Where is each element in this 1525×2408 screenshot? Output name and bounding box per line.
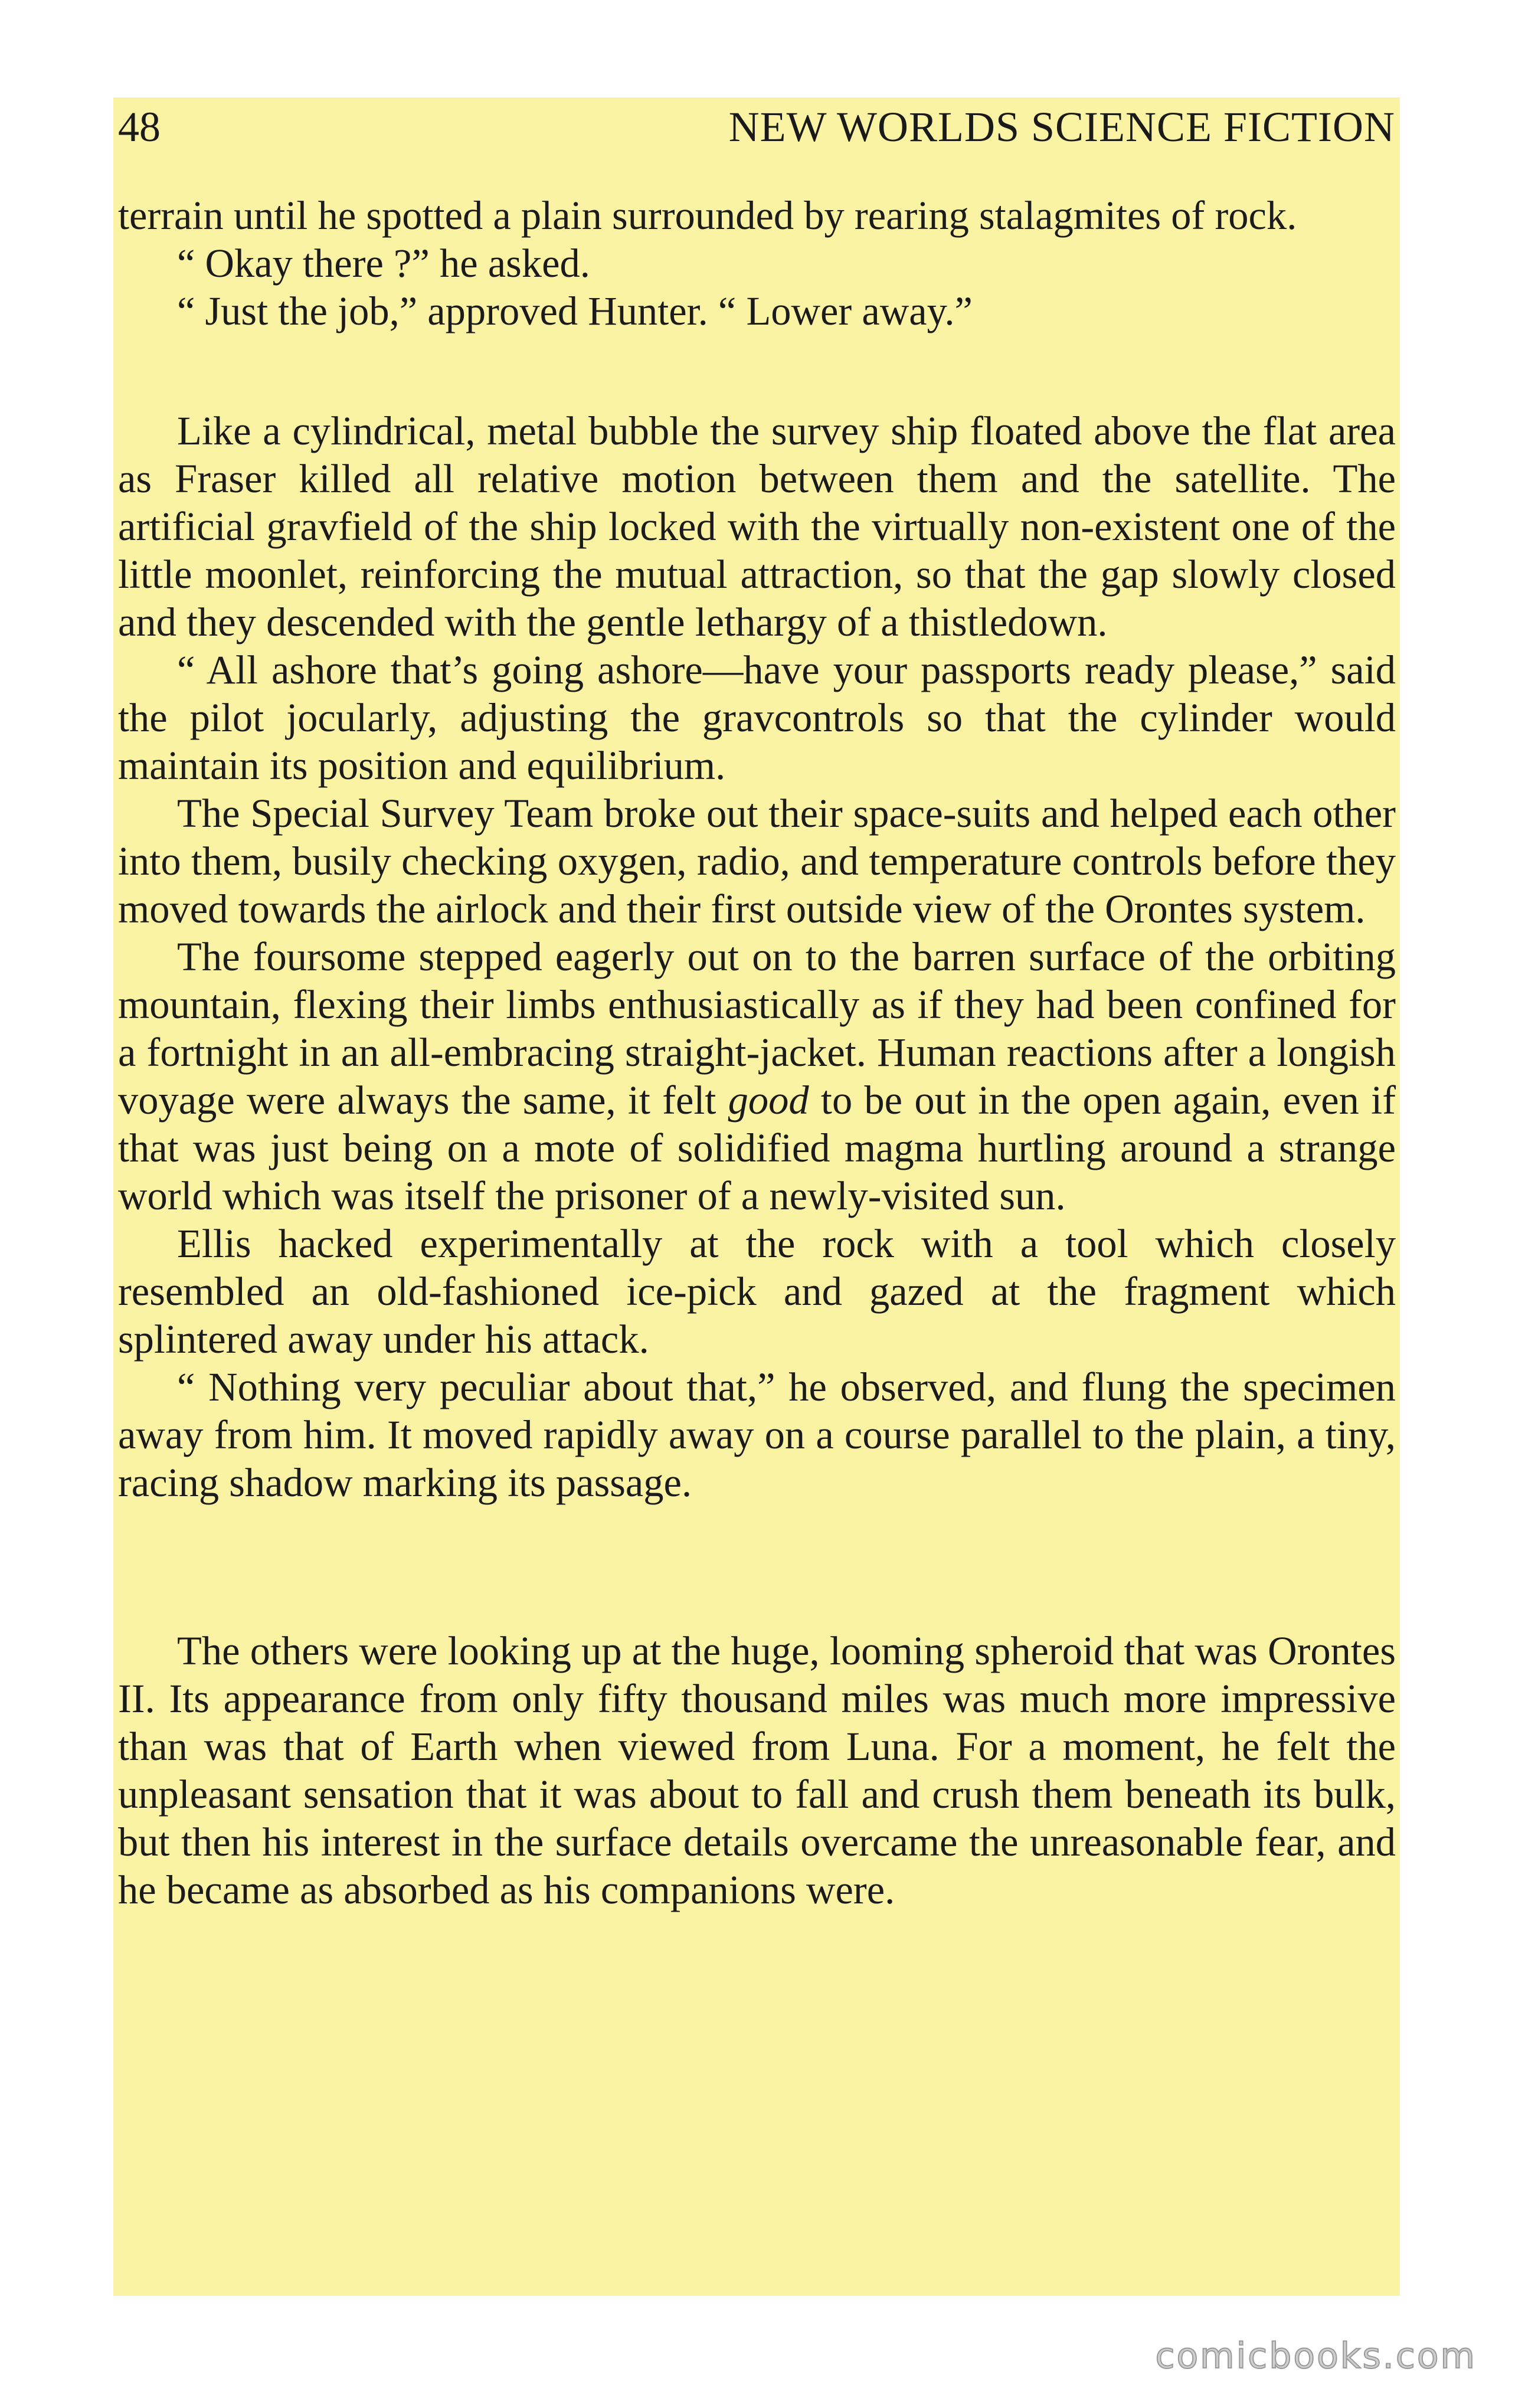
running-header	[113, 97, 1400, 156]
running-head-title: NEW WORLDS SCIENCE FICTION	[728, 103, 1395, 150]
paragraph	[118, 192, 1396, 240]
page-number: 48	[118, 103, 161, 150]
paragraph-text: “ Okay there ?” he asked.	[177, 241, 590, 286]
paragraph	[118, 240, 1396, 287]
paragraph-text: The others were looking up at the huge, looming spheroid that was Orontes II. Its appearance from only fifty thousand miles was much more impressive than was that of Earth when viewed from Luna. For a moment, he felt the unpleasant sensation that it was about to fall and crush them beneath its bulk, but then his interest in the surface details overcame the unreasonable fear, and he became as absorbed as his companions were.	[118, 1628, 1396, 1912]
italic-text: good	[728, 1078, 809, 1123]
paragraph	[118, 933, 1396, 1220]
book-page	[113, 97, 1400, 2296]
paragraph	[118, 287, 1396, 335]
paragraph	[118, 1363, 1396, 1507]
paragraph	[118, 1220, 1396, 1363]
body-text	[118, 192, 1396, 1914]
section-break	[118, 335, 1396, 407]
watermark-logo: comicbooks.com	[1155, 2335, 1477, 2377]
paragraph	[118, 646, 1396, 790]
paragraph-text: The foursome stepped eagerly out on to the barren surface of the orbiting mountain, flexing their limbs enthusiastically as if they had been confined for a fortnight in an all-embracing straight-jacket. Human reactions after a longish voyage were always the same, it felt	[118, 934, 1396, 1123]
paragraph-text: “ All ashore that’s going ashore—have your passports ready please,” said the pilot jocularly, adjusting the gravcontrols so that the cylinder would maintain its position and equilibrium.	[118, 647, 1396, 788]
paragraph	[118, 1627, 1396, 1914]
paragraph-text: terrain until he spotted a plain surrounded by rearing stalagmites of rock.	[118, 193, 1297, 238]
paragraph-text: Like a cylindrical, metal bubble the survey ship floated above the flat area as Fraser killed all relative motion between them and the satellite. The artificial gravfield of the ship locked with the virtually non-existent one of the little moonlet, reinforcing the mutual attraction, so that the gap slowly closed and they descended with the gentle lethargy of a thistledown.	[118, 408, 1396, 644]
paragraph-text: “ Just the job,” approved Hunter. “ Lower away.”	[177, 289, 973, 333]
paragraph-text: The Special Survey Team broke out their space-suits and helped each other into them, busily checking oxygen, radio, and temperature controls before they moved towards the airlock and their first outside view of the Orontes system.	[118, 791, 1396, 931]
section-break	[118, 1507, 1396, 1627]
paragraph-text: “ Nothing very peculiar about that,” he observed, and flung the specimen away from him. It moved rapidly away on a course parallel to the plain, a tiny, racing shadow marking its passage.	[118, 1365, 1396, 1505]
paragraph-text: to be out in the open again, even if that was just being on a mote of solidified magma hurtling around a strange world which was itself the prisoner of a newly-visited sun.	[118, 1078, 1396, 1218]
paragraph-text: Ellis hacked experimentally at the rock with a tool which closely resembled an old-fashioned ice-pick and gazed at the fragment which splintered away under his attack.	[118, 1221, 1396, 1362]
paragraph	[118, 407, 1396, 646]
paragraph	[118, 790, 1396, 933]
